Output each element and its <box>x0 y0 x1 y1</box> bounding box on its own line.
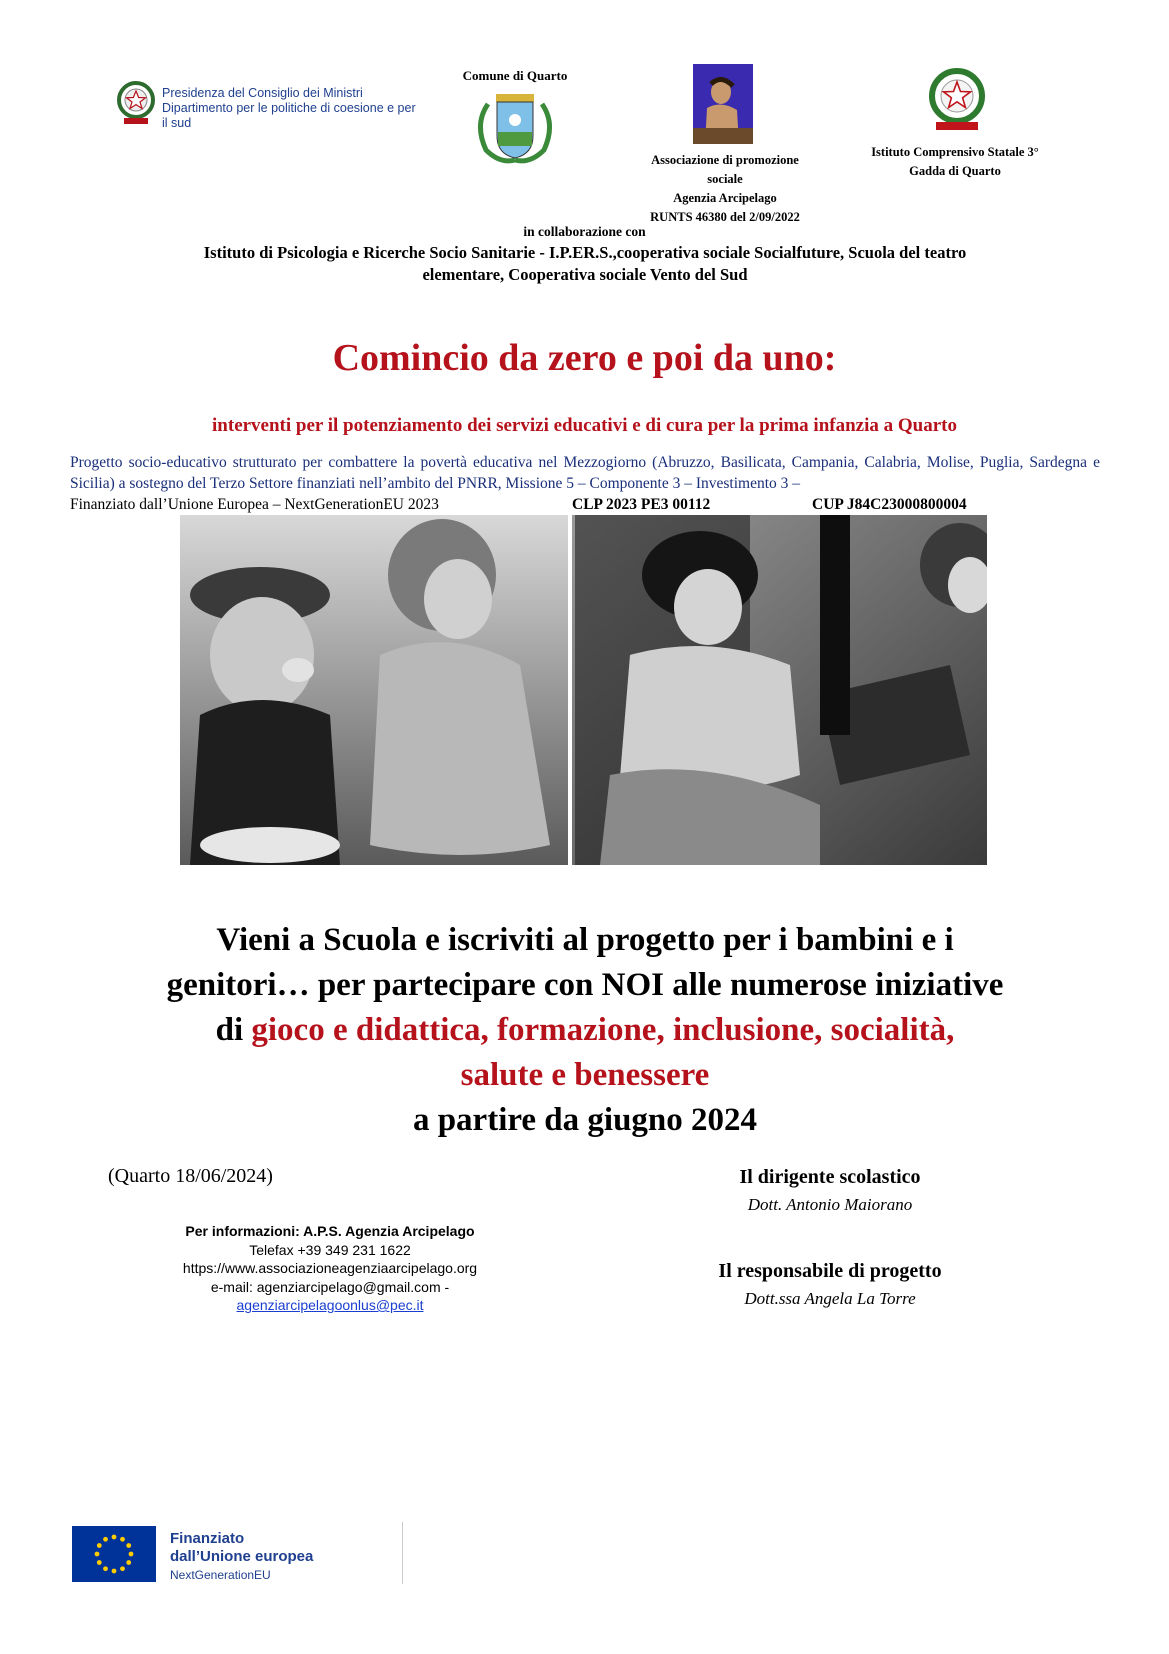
call-to-action <box>60 918 1110 1143</box>
eu-flag-icon <box>72 1526 156 1582</box>
signature-role-project-lead: Il responsabile di progetto <box>718 1260 942 1282</box>
cup-code: CUP J84C23000800004 <box>812 496 967 513</box>
signature-project-lead <box>660 1260 1000 1309</box>
page-subtitle: interventi per il potenziamento dei servizi educativi e di cura per la prima infanzia a Quarto <box>212 415 957 436</box>
ic-logo <box>850 66 1060 181</box>
eu-line3: NextGenerationEU <box>170 1568 271 1582</box>
pcm-line2: Dipartimento per le politiche di coesione e per il sud <box>162 101 416 130</box>
page-title: Comincio da zero e poi da uno: <box>332 337 837 379</box>
cta-line4: salute e benessere <box>460 1057 710 1093</box>
cta-line2: genitori… per partecipare con NOI alle numerose iniziative <box>166 967 1004 1003</box>
eu-star <box>97 1543 102 1548</box>
funding-line: Finanziato dall’Unione Europea – NextGenerationEU 2023 <box>70 496 439 513</box>
cta-line1: Vieni a Scuola e iscriviti al progetto per i bambini e i <box>216 922 954 958</box>
cta-line5: a partire da giugno 2024 <box>412 1102 758 1138</box>
eu-star <box>112 1569 117 1574</box>
eu-star <box>120 1537 125 1542</box>
eu-line2: dall’Unione europea <box>170 1548 314 1565</box>
assoc-painting-icon <box>693 64 753 144</box>
eu-line1: Finanziato <box>170 1530 245 1547</box>
comune-logo <box>440 68 590 168</box>
ic-line1: Istituto Comprensivo Statale 3° <box>871 145 1039 159</box>
eu-star <box>126 1543 131 1548</box>
italian-emblem-icon <box>116 74 156 130</box>
pcm-line1: Presidenza del Consiglio dei Ministri <box>162 86 363 100</box>
eu-star <box>103 1566 108 1571</box>
signature-name-project-lead: Dott.ssa Angela La Torre <box>744 1289 916 1308</box>
assoc-line4: RUNTS 46380 del 2/09/2022 <box>650 210 800 224</box>
partners-line1: Istituto di Psicologia e Ricerche Socio Sanitarie - I.P.ER.S.,cooperativa sociale Socialfuture, Scuola del teatro <box>203 243 967 262</box>
eu-star <box>103 1537 108 1542</box>
assoc-line3: Agenzia Arcipelago <box>673 191 777 205</box>
project-description: Progetto socio-educativo strutturato per combattere la povertà educativa nel Mezzogiorno (Abruzzo, Basilicata, Campania, Calabria, Molise, Puglia, Sardegna e Sicilia) a sostegno del Terzo Settore finanziati nell’ambito del PNRR, Missione 5 – Componente 3 – Investimento 3 – <box>70 454 1100 492</box>
eu-star <box>95 1552 100 1557</box>
signature-role-principal: Il dirigente scolastico <box>739 1166 921 1188</box>
eu-star <box>97 1560 102 1565</box>
cta-line3 <box>60 1008 1110 1053</box>
eu-star <box>126 1560 131 1565</box>
italian-republic-emblem-icon <box>926 66 988 136</box>
partners-line2: elementare, Cooperativa sociale Vento del Sud <box>422 265 748 284</box>
comune-label: Comune di Quarto <box>462 68 568 83</box>
signature-name-principal: Dott. Antonio Maiorano <box>747 1195 913 1214</box>
info-email: e-mail: agenziarcipelago@gmail.com - <box>210 1278 450 1295</box>
eu-funding-logo <box>72 1522 332 1584</box>
info-website: https://www.associazioneagenziaarcipelago.org <box>182 1260 478 1276</box>
cta-line3-prefix: di <box>215 1012 244 1048</box>
pec-email-link[interactable]: agenziarcipelagoonlus@pec.it <box>236 1297 424 1313</box>
contact-info <box>140 1222 520 1315</box>
children-photo-image <box>180 515 987 865</box>
assoc-line1: Associazione di promozione <box>651 153 799 167</box>
ic-line2: Gadda di Quarto <box>909 164 1001 178</box>
clp-code: CLP 2023 PE3 00112 <box>572 496 711 513</box>
comune-crest-icon <box>440 84 590 168</box>
pcm-logo <box>116 74 416 134</box>
info-line1: Per informazioni: A.P.S. Agenzia Arcipelago <box>185 1223 475 1239</box>
eu-logo-separator <box>402 1522 403 1584</box>
partners-list <box>100 242 1070 286</box>
eu-star <box>129 1552 134 1557</box>
document-date: (Quarto 18/06/2024) <box>108 1165 273 1187</box>
collaboration-label: in collaborazione con <box>523 224 646 239</box>
signature-principal <box>660 1166 1000 1215</box>
assoc-logo <box>620 64 830 227</box>
cta-line3-highlight: gioco e didattica, formazione, inclusione, socialità, <box>251 1012 955 1048</box>
assoc-line2: sociale <box>707 172 743 186</box>
eu-star <box>112 1535 117 1540</box>
eu-star <box>120 1566 125 1571</box>
info-phone: Telefax +39 349 231 1622 <box>249 1241 411 1258</box>
children-photo <box>180 515 987 865</box>
